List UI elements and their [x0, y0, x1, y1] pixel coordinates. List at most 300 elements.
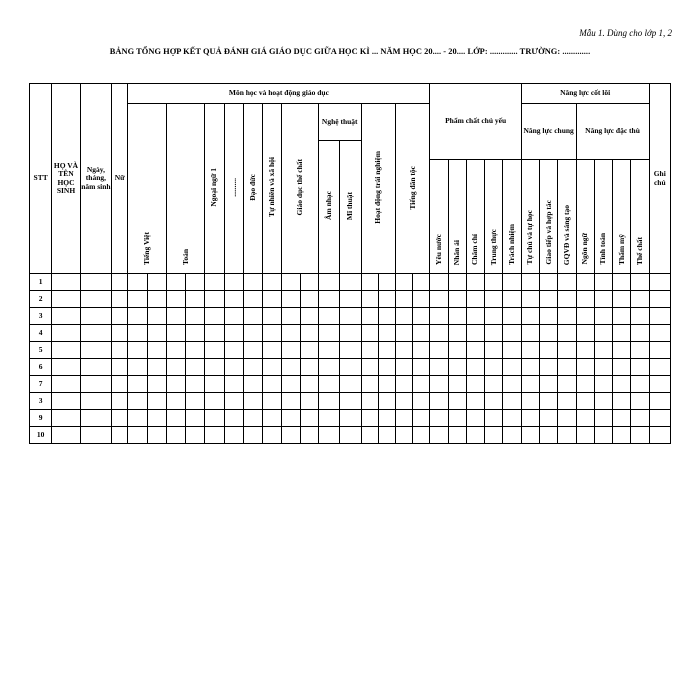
table-cell[interactable]: [378, 410, 395, 427]
table-cell[interactable]: [594, 410, 612, 427]
table-cell[interactable]: [243, 427, 262, 444]
table-cell[interactable]: [205, 376, 224, 393]
table-cell[interactable]: [485, 410, 503, 427]
table-cell[interactable]: [594, 291, 612, 308]
table-cell[interactable]: [263, 274, 282, 291]
table-cell[interactable]: [282, 376, 300, 393]
table-cell[interactable]: [112, 274, 128, 291]
table-cell[interactable]: [361, 393, 378, 410]
table-cell[interactable]: [485, 291, 503, 308]
table-cell[interactable]: [166, 410, 185, 427]
table-cell[interactable]: [52, 291, 80, 308]
table-cell[interactable]: [80, 325, 111, 342]
table-cell[interactable]: [263, 359, 282, 376]
table-cell[interactable]: [112, 291, 128, 308]
table-cell[interactable]: [166, 308, 185, 325]
table-cell[interactable]: [558, 393, 576, 410]
table-cell[interactable]: [318, 342, 339, 359]
table-cell[interactable]: [649, 359, 670, 376]
table-cell[interactable]: [503, 274, 521, 291]
table-cell[interactable]: [631, 376, 649, 393]
table-cell[interactable]: [128, 376, 147, 393]
table-cell[interactable]: [263, 393, 282, 410]
table-cell[interactable]: [503, 291, 521, 308]
table-cell[interactable]: [340, 342, 361, 359]
table-cell[interactable]: [521, 410, 539, 427]
table-cell[interactable]: [631, 325, 649, 342]
table-cell[interactable]: [80, 393, 111, 410]
table-cell[interactable]: [282, 393, 300, 410]
table-cell[interactable]: [205, 308, 224, 325]
table-cell[interactable]: [361, 410, 378, 427]
table-cell[interactable]: [112, 359, 128, 376]
table-cell[interactable]: [361, 274, 378, 291]
table-cell[interactable]: [448, 359, 466, 376]
table-cell[interactable]: [263, 325, 282, 342]
table-cell[interactable]: [186, 410, 205, 427]
table-cell[interactable]: [128, 308, 147, 325]
table-cell[interactable]: [558, 291, 576, 308]
table-cell[interactable]: [52, 376, 80, 393]
table-cell[interactable]: [466, 359, 484, 376]
table-cell[interactable]: [361, 427, 378, 444]
table-cell[interactable]: [448, 427, 466, 444]
table-cell[interactable]: [448, 291, 466, 308]
table-cell[interactable]: [147, 359, 166, 376]
table-cell[interactable]: [166, 342, 185, 359]
table-cell[interactable]: [300, 376, 318, 393]
table-cell[interactable]: [340, 393, 361, 410]
table-cell[interactable]: [300, 325, 318, 342]
table-cell[interactable]: [243, 325, 262, 342]
table-cell[interactable]: [594, 274, 612, 291]
table-cell[interactable]: [205, 359, 224, 376]
table-cell[interactable]: [112, 342, 128, 359]
table-cell[interactable]: [378, 291, 395, 308]
table-cell[interactable]: [128, 359, 147, 376]
table-cell[interactable]: [243, 274, 262, 291]
table-cell[interactable]: [466, 427, 484, 444]
table-cell[interactable]: [485, 274, 503, 291]
table-cell[interactable]: [378, 376, 395, 393]
table-cell[interactable]: [52, 427, 80, 444]
table-cell[interactable]: [166, 291, 185, 308]
table-cell[interactable]: [466, 376, 484, 393]
table-cell[interactable]: [649, 291, 670, 308]
table-cell[interactable]: [576, 274, 594, 291]
table-cell[interactable]: [540, 308, 558, 325]
table-cell[interactable]: [80, 342, 111, 359]
table-cell[interactable]: [413, 410, 430, 427]
table-cell[interactable]: [361, 359, 378, 376]
table-cell[interactable]: [466, 342, 484, 359]
table-cell[interactable]: [147, 376, 166, 393]
table-cell[interactable]: [128, 342, 147, 359]
table-cell[interactable]: [448, 342, 466, 359]
table-cell[interactable]: [613, 427, 631, 444]
table-cell[interactable]: [318, 274, 339, 291]
table-cell[interactable]: [395, 325, 412, 342]
table-cell[interactable]: [205, 393, 224, 410]
table-cell[interactable]: [205, 274, 224, 291]
table-cell[interactable]: [80, 410, 111, 427]
table-cell[interactable]: [503, 359, 521, 376]
table-cell[interactable]: [430, 308, 448, 325]
table-cell[interactable]: [52, 325, 80, 342]
table-cell[interactable]: [521, 359, 539, 376]
table-cell[interactable]: [318, 427, 339, 444]
table-cell[interactable]: [649, 410, 670, 427]
table-cell[interactable]: [430, 376, 448, 393]
table-cell[interactable]: [243, 359, 262, 376]
table-cell[interactable]: [631, 291, 649, 308]
table-cell[interactable]: [243, 291, 262, 308]
table-cell[interactable]: [448, 376, 466, 393]
table-cell[interactable]: [430, 274, 448, 291]
table-cell[interactable]: [205, 410, 224, 427]
table-cell[interactable]: [147, 342, 166, 359]
table-cell[interactable]: [521, 342, 539, 359]
table-cell[interactable]: [576, 427, 594, 444]
table-cell[interactable]: [540, 393, 558, 410]
table-cell[interactable]: [466, 325, 484, 342]
table-cell[interactable]: [224, 291, 243, 308]
table-cell[interactable]: [594, 325, 612, 342]
table-cell[interactable]: [631, 274, 649, 291]
table-cell[interactable]: [395, 393, 412, 410]
table-cell[interactable]: [112, 308, 128, 325]
table-cell[interactable]: [186, 291, 205, 308]
table-cell[interactable]: [613, 376, 631, 393]
table-cell[interactable]: [340, 308, 361, 325]
table-cell[interactable]: [52, 393, 80, 410]
table-cell[interactable]: [300, 291, 318, 308]
table-cell[interactable]: [147, 291, 166, 308]
table-cell[interactable]: [413, 308, 430, 325]
table-cell[interactable]: [631, 308, 649, 325]
table-cell[interactable]: [413, 291, 430, 308]
table-cell[interactable]: [128, 291, 147, 308]
table-cell[interactable]: [558, 359, 576, 376]
table-cell[interactable]: [80, 274, 111, 291]
table-cell[interactable]: [186, 274, 205, 291]
table-cell[interactable]: [649, 325, 670, 342]
table-cell[interactable]: [112, 393, 128, 410]
table-cell[interactable]: [503, 325, 521, 342]
table-cell[interactable]: [613, 359, 631, 376]
table-cell[interactable]: [558, 325, 576, 342]
table-cell[interactable]: [540, 291, 558, 308]
table-cell[interactable]: [613, 291, 631, 308]
table-cell[interactable]: [166, 376, 185, 393]
table-cell[interactable]: [649, 274, 670, 291]
table-cell[interactable]: [576, 410, 594, 427]
table-cell[interactable]: [466, 393, 484, 410]
table-cell[interactable]: [594, 376, 612, 393]
table-cell[interactable]: [448, 410, 466, 427]
table-cell[interactable]: [340, 359, 361, 376]
table-cell[interactable]: [378, 308, 395, 325]
table-cell[interactable]: [413, 393, 430, 410]
table-cell[interactable]: [52, 308, 80, 325]
table-cell[interactable]: [540, 325, 558, 342]
table-cell[interactable]: [263, 427, 282, 444]
table-cell[interactable]: [540, 376, 558, 393]
table-cell[interactable]: [448, 393, 466, 410]
table-cell[interactable]: [243, 376, 262, 393]
table-cell[interactable]: [263, 410, 282, 427]
table-cell[interactable]: [300, 393, 318, 410]
table-cell[interactable]: [318, 393, 339, 410]
table-cell[interactable]: [361, 308, 378, 325]
table-cell[interactable]: [485, 376, 503, 393]
table-cell[interactable]: [205, 342, 224, 359]
table-cell[interactable]: [576, 325, 594, 342]
table-cell[interactable]: [540, 427, 558, 444]
table-cell[interactable]: [378, 342, 395, 359]
table-cell[interactable]: [300, 359, 318, 376]
table-cell[interactable]: [448, 308, 466, 325]
table-cell[interactable]: [521, 308, 539, 325]
table-cell[interactable]: [540, 342, 558, 359]
table-cell[interactable]: [430, 359, 448, 376]
table-cell[interactable]: [613, 393, 631, 410]
table-cell[interactable]: [521, 427, 539, 444]
table-cell[interactable]: [300, 427, 318, 444]
table-cell[interactable]: [318, 325, 339, 342]
table-cell[interactable]: [448, 325, 466, 342]
table-cell[interactable]: [466, 291, 484, 308]
table-cell[interactable]: [52, 274, 80, 291]
table-cell[interactable]: [340, 376, 361, 393]
table-cell[interactable]: [378, 359, 395, 376]
table-cell[interactable]: [128, 393, 147, 410]
table-cell[interactable]: [521, 291, 539, 308]
table-cell[interactable]: [147, 274, 166, 291]
table-cell[interactable]: [649, 308, 670, 325]
table-cell[interactable]: [186, 376, 205, 393]
table-cell[interactable]: [52, 359, 80, 376]
table-cell[interactable]: [413, 325, 430, 342]
table-cell[interactable]: [649, 393, 670, 410]
table-cell[interactable]: [576, 393, 594, 410]
table-cell[interactable]: [224, 359, 243, 376]
table-cell[interactable]: [224, 376, 243, 393]
table-cell[interactable]: [649, 342, 670, 359]
table-cell[interactable]: [166, 359, 185, 376]
table-cell[interactable]: [224, 325, 243, 342]
table-cell[interactable]: [361, 291, 378, 308]
table-cell[interactable]: [300, 410, 318, 427]
table-cell[interactable]: [378, 274, 395, 291]
table-cell[interactable]: [128, 274, 147, 291]
table-cell[interactable]: [128, 427, 147, 444]
table-cell[interactable]: [80, 308, 111, 325]
table-cell[interactable]: [186, 342, 205, 359]
table-cell[interactable]: [503, 342, 521, 359]
table-cell[interactable]: [166, 325, 185, 342]
table-cell[interactable]: [263, 308, 282, 325]
table-cell[interactable]: [485, 342, 503, 359]
table-cell[interactable]: [558, 376, 576, 393]
table-cell[interactable]: [395, 359, 412, 376]
table-cell[interactable]: [186, 359, 205, 376]
table-cell[interactable]: [576, 376, 594, 393]
table-cell[interactable]: [300, 308, 318, 325]
table-cell[interactable]: [576, 291, 594, 308]
table-cell[interactable]: [243, 393, 262, 410]
table-cell[interactable]: [558, 427, 576, 444]
table-cell[interactable]: [186, 308, 205, 325]
table-cell[interactable]: [186, 427, 205, 444]
table-cell[interactable]: [147, 427, 166, 444]
table-cell[interactable]: [430, 291, 448, 308]
table-cell[interactable]: [112, 325, 128, 342]
table-cell[interactable]: [318, 308, 339, 325]
table-cell[interactable]: [485, 427, 503, 444]
table-cell[interactable]: [430, 410, 448, 427]
table-cell[interactable]: [147, 308, 166, 325]
table-cell[interactable]: [318, 376, 339, 393]
table-cell[interactable]: [430, 342, 448, 359]
table-cell[interactable]: [613, 274, 631, 291]
table-cell[interactable]: [318, 410, 339, 427]
table-cell[interactable]: [485, 325, 503, 342]
table-cell[interactable]: [558, 308, 576, 325]
table-cell[interactable]: [631, 342, 649, 359]
table-cell[interactable]: [448, 274, 466, 291]
table-cell[interactable]: [430, 427, 448, 444]
table-cell[interactable]: [166, 393, 185, 410]
table-cell[interactable]: [166, 274, 185, 291]
table-cell[interactable]: [205, 427, 224, 444]
table-cell[interactable]: [282, 325, 300, 342]
table-cell[interactable]: [378, 427, 395, 444]
table-cell[interactable]: [485, 359, 503, 376]
table-cell[interactable]: [224, 427, 243, 444]
table-cell[interactable]: [263, 291, 282, 308]
table-cell[interactable]: [224, 274, 243, 291]
table-cell[interactable]: [186, 393, 205, 410]
table-cell[interactable]: [378, 325, 395, 342]
table-cell[interactable]: [503, 393, 521, 410]
table-cell[interactable]: [80, 376, 111, 393]
table-cell[interactable]: [147, 410, 166, 427]
table-cell[interactable]: [521, 274, 539, 291]
table-cell[interactable]: [361, 342, 378, 359]
table-cell[interactable]: [340, 427, 361, 444]
table-cell[interactable]: [466, 274, 484, 291]
table-cell[interactable]: [205, 291, 224, 308]
table-cell[interactable]: [282, 410, 300, 427]
table-cell[interactable]: [243, 342, 262, 359]
table-cell[interactable]: [558, 342, 576, 359]
table-cell[interactable]: [594, 359, 612, 376]
table-cell[interactable]: [282, 308, 300, 325]
table-cell[interactable]: [594, 393, 612, 410]
table-cell[interactable]: [631, 410, 649, 427]
table-cell[interactable]: [540, 410, 558, 427]
table-cell[interactable]: [186, 325, 205, 342]
table-cell[interactable]: [649, 427, 670, 444]
table-cell[interactable]: [485, 393, 503, 410]
table-cell[interactable]: [80, 427, 111, 444]
table-cell[interactable]: [649, 376, 670, 393]
table-cell[interactable]: [340, 410, 361, 427]
table-cell[interactable]: [243, 308, 262, 325]
table-cell[interactable]: [430, 325, 448, 342]
table-cell[interactable]: [540, 359, 558, 376]
table-cell[interactable]: [112, 410, 128, 427]
table-cell[interactable]: [340, 274, 361, 291]
table-cell[interactable]: [558, 410, 576, 427]
table-cell[interactable]: [205, 325, 224, 342]
table-cell[interactable]: [594, 427, 612, 444]
table-cell[interactable]: [594, 308, 612, 325]
table-cell[interactable]: [413, 359, 430, 376]
table-cell[interactable]: [282, 427, 300, 444]
table-cell[interactable]: [395, 342, 412, 359]
table-cell[interactable]: [147, 325, 166, 342]
table-cell[interactable]: [613, 325, 631, 342]
table-cell[interactable]: [300, 274, 318, 291]
table-cell[interactable]: [395, 274, 412, 291]
table-cell[interactable]: [243, 410, 262, 427]
table-cell[interactable]: [466, 308, 484, 325]
table-cell[interactable]: [576, 359, 594, 376]
table-cell[interactable]: [224, 342, 243, 359]
table-cell[interactable]: [147, 393, 166, 410]
table-cell[interactable]: [413, 274, 430, 291]
table-cell[interactable]: [558, 274, 576, 291]
table-cell[interactable]: [613, 308, 631, 325]
table-cell[interactable]: [395, 410, 412, 427]
table-cell[interactable]: [282, 291, 300, 308]
table-cell[interactable]: [466, 410, 484, 427]
table-cell[interactable]: [613, 342, 631, 359]
table-cell[interactable]: [413, 427, 430, 444]
table-cell[interactable]: [282, 342, 300, 359]
table-cell[interactable]: [631, 393, 649, 410]
table-cell[interactable]: [340, 291, 361, 308]
table-cell[interactable]: [282, 274, 300, 291]
table-cell[interactable]: [540, 274, 558, 291]
table-cell[interactable]: [576, 342, 594, 359]
table-cell[interactable]: [361, 376, 378, 393]
table-cell[interactable]: [594, 342, 612, 359]
table-cell[interactable]: [80, 359, 111, 376]
table-cell[interactable]: [224, 308, 243, 325]
table-cell[interactable]: [503, 427, 521, 444]
table-cell[interactable]: [300, 342, 318, 359]
table-cell[interactable]: [128, 325, 147, 342]
table-cell[interactable]: [613, 410, 631, 427]
table-cell[interactable]: [318, 291, 339, 308]
table-cell[interactable]: [503, 410, 521, 427]
table-cell[interactable]: [52, 410, 80, 427]
table-cell[interactable]: [224, 393, 243, 410]
table-cell[interactable]: [576, 308, 594, 325]
table-cell[interactable]: [340, 325, 361, 342]
table-cell[interactable]: [485, 308, 503, 325]
table-cell[interactable]: [112, 427, 128, 444]
table-cell[interactable]: [224, 410, 243, 427]
table-cell[interactable]: [413, 342, 430, 359]
table-cell[interactable]: [631, 427, 649, 444]
table-cell[interactable]: [282, 359, 300, 376]
table-cell[interactable]: [263, 342, 282, 359]
table-cell[interactable]: [503, 308, 521, 325]
